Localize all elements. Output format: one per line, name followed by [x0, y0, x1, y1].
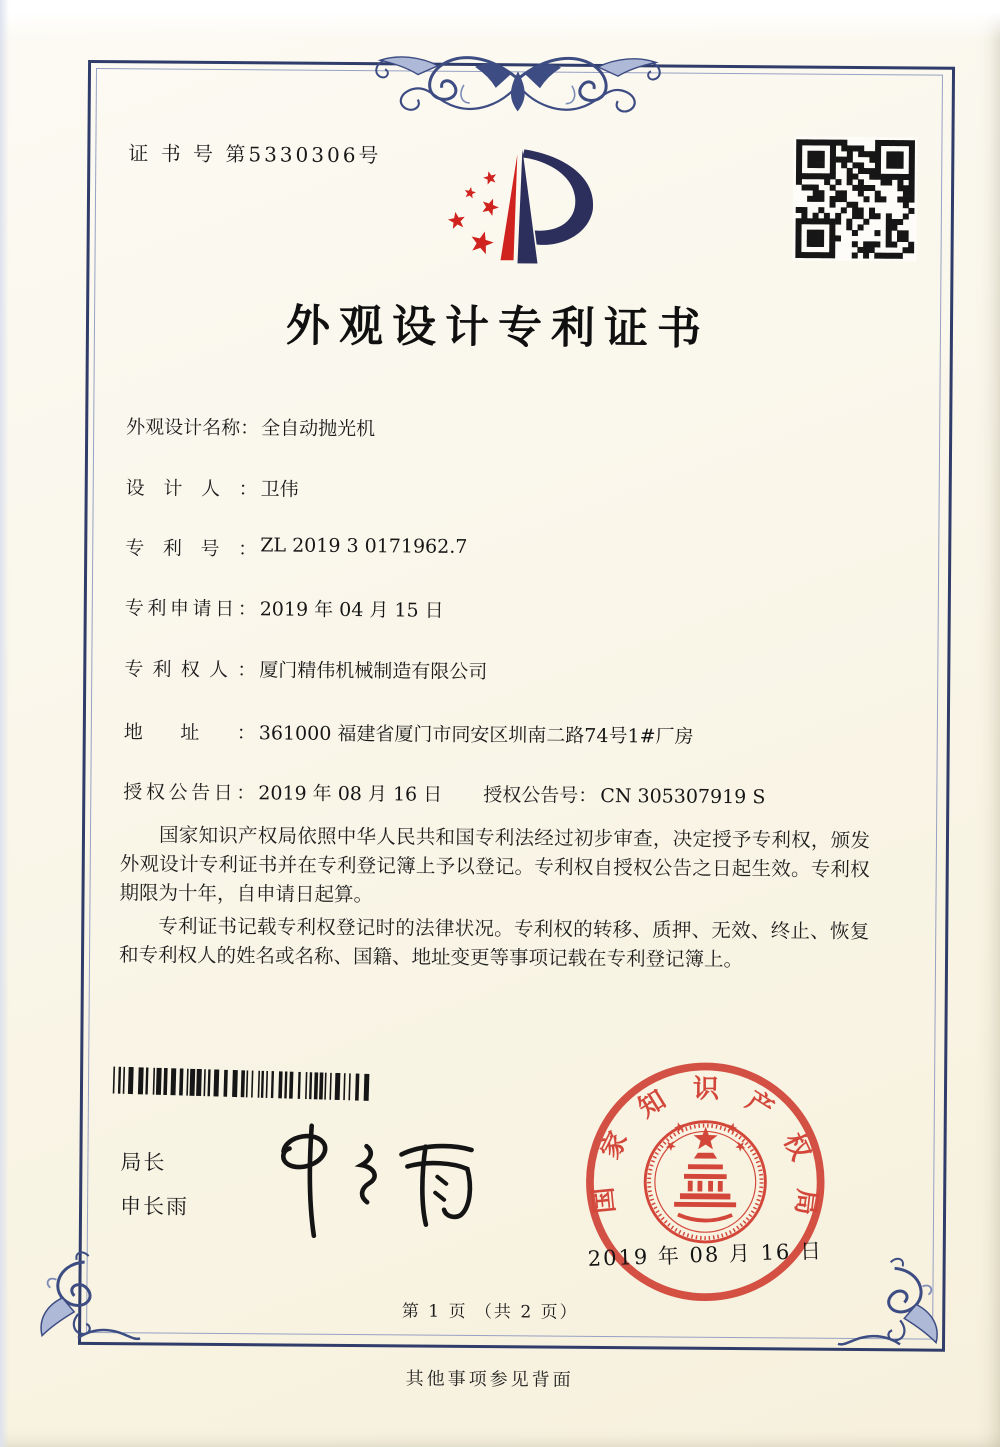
qr-code	[793, 136, 918, 261]
field-label: 地址：	[123, 721, 256, 745]
field-value: 361000 福建省厦门市同安区圳南二路74号1#厂房	[258, 722, 694, 748]
field-label: 专利申请日：	[124, 597, 257, 621]
legal-paragraph: 专利证书记载专利权登记时的法律状况。专利权的转移、质押、无效、终止、恢复和专利权人的姓名或名称、国籍、地址变更等事项记载在专利登记簿上。	[118, 914, 870, 972]
svg-text:识: 识	[692, 1073, 720, 1105]
svg-text:产: 产	[740, 1084, 780, 1125]
signer-title: 局长	[120, 1150, 167, 1175]
field-value: CN 305307919 S	[600, 784, 766, 809]
svg-text:家: 家	[594, 1126, 634, 1164]
legal-paragraph: 国家知识产权局依照中华人民共和国专利法经过初步审查，决定授予专利权，颁发外观设计专利证书并在专利登记簿上予以登记。专利权自授权公告之日起生效。专利权期限为十年，自申请日起算。	[119, 823, 871, 907]
page-number: 第 1 页 （共 2 页）	[401, 1301, 579, 1323]
certificate-number: 证 书 号 第5330306号	[128, 141, 382, 168]
field-value: ZL 2019 3 0171962.7	[260, 534, 468, 558]
director-signature	[253, 1115, 499, 1249]
svg-text:知: 知	[632, 1083, 672, 1125]
field-label: 外观设计名称：	[126, 416, 260, 440]
field-label: 授权公告日：	[123, 781, 256, 805]
field-label: 专利权人：	[124, 658, 257, 682]
svg-text:权: 权	[777, 1128, 817, 1166]
field-grant-number	[483, 780, 765, 809]
back-note: 其他事项参见背面	[405, 1368, 574, 1391]
field-value: 厦门精伟机械制造有限公司	[259, 659, 488, 684]
logo-stars	[448, 171, 500, 254]
field-label: 授权公告号：	[483, 784, 598, 807]
field-label: 专利号：	[125, 537, 258, 561]
seal-date: 2019 年 08 月 16 日	[587, 1238, 824, 1271]
field-value: 全自动抛光机	[261, 417, 376, 441]
field-value: 2019 年 04 月 15 日	[259, 598, 444, 622]
field-label: 设计人：	[125, 477, 258, 501]
national-emblem-icon	[645, 1121, 766, 1242]
signer-name: 申长雨	[119, 1194, 190, 1219]
field-value: 2019 年 08 月 16 日	[258, 782, 443, 806]
cnipa-logo-icon	[424, 131, 625, 283]
top-flourish-ornament	[368, 42, 669, 134]
field-value: 卫伟	[260, 478, 299, 501]
legal-text	[119, 820, 870, 979]
certificate-title: 外观设计专利证书	[285, 300, 711, 355]
svg-text:国: 国	[587, 1185, 621, 1215]
svg-text:局: 局	[789, 1187, 824, 1217]
